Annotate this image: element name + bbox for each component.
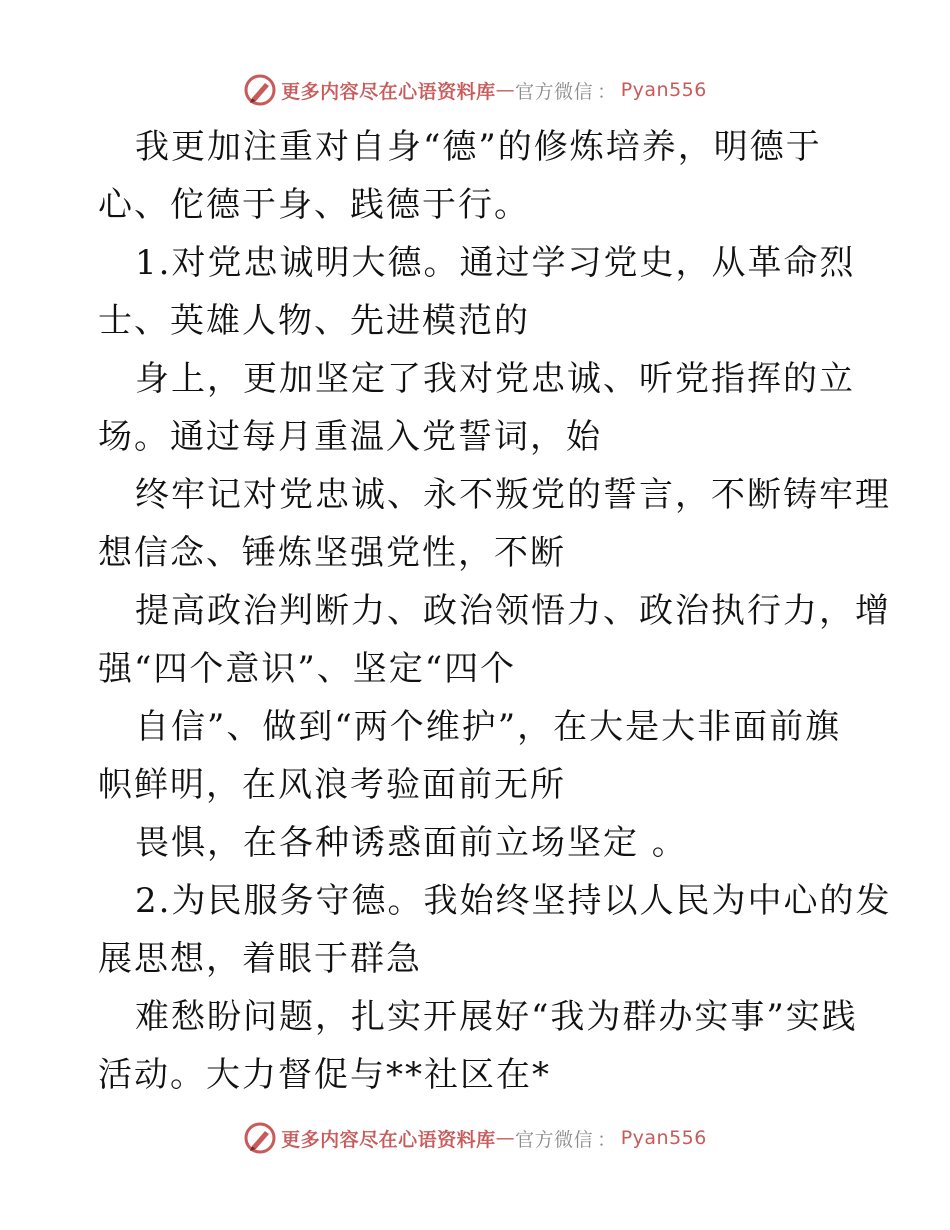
banner-wechat-handle: Pyan556 bbox=[620, 79, 707, 101]
document-body bbox=[98, 118, 892, 1104]
banner-wechat-handle: Pyan556 bbox=[620, 1127, 707, 1149]
banner-brand-text: 更多内容尽在心语资料库 bbox=[281, 1128, 496, 1151]
text-line: 终牢记对党忠诚、永不叛党的誓言，不断铸牢理 bbox=[135, 475, 891, 515]
text-line: 心、佗德于身、践德于行。 bbox=[98, 185, 530, 225]
text-line: 难愁盼问题，扎实开展好“我为群办实事”实践 bbox=[135, 997, 858, 1037]
text-line: 畏惧，在各种诱惑面前立场坚定 。 bbox=[135, 823, 688, 863]
banner-wechat-label: 官方微信 bbox=[515, 1128, 594, 1151]
pen-logo-icon bbox=[243, 73, 277, 107]
banner-brand-text: 更多内容尽在心语资料库 bbox=[281, 80, 496, 103]
header-banner bbox=[0, 70, 950, 110]
banner-separator: — bbox=[495, 1127, 516, 1149]
text-line: 身上，更加坚定了我对党忠诚、听党指挥的立 bbox=[135, 359, 855, 399]
text-line: 自信”、做到“两个维护”，在大是大非面前旗 bbox=[135, 707, 842, 747]
text-line: 士、英雄人物、先进模范的 bbox=[98, 301, 530, 341]
banner-colon: ： bbox=[597, 80, 617, 103]
text-line: 1.对党忠诚明大德。通过学习党史，从革命烈 bbox=[135, 243, 856, 283]
pen-logo-icon bbox=[243, 1121, 277, 1155]
text-line: 我更加注重对自身“德”的修炼培养，明德于 bbox=[135, 127, 822, 167]
text-line: 活动。大力督促与**社区在* bbox=[98, 1055, 551, 1095]
footer-banner bbox=[0, 1118, 950, 1158]
text-line: 2.为民服务守德。我始终坚持以人民为中心的发 bbox=[135, 881, 892, 921]
text-line: 强“四个意识”、坚定“四个 bbox=[98, 649, 517, 689]
text-line: 帜鲜明，在风浪考验面前无所 bbox=[98, 765, 566, 805]
text-line: 想信念、锤炼坚强党性，不断 bbox=[98, 533, 566, 573]
banner-wechat-label: 官方微信 bbox=[515, 80, 594, 103]
banner-colon: ： bbox=[597, 1128, 617, 1151]
text-line: 提高政治判断力、政治领悟力、政治执行力，增 bbox=[135, 591, 891, 631]
banner-separator: — bbox=[495, 79, 516, 101]
text-line: 展思想，着眼于群急 bbox=[98, 939, 422, 979]
text-line: 场。通过每月重温入党誓词，始 bbox=[98, 417, 602, 457]
